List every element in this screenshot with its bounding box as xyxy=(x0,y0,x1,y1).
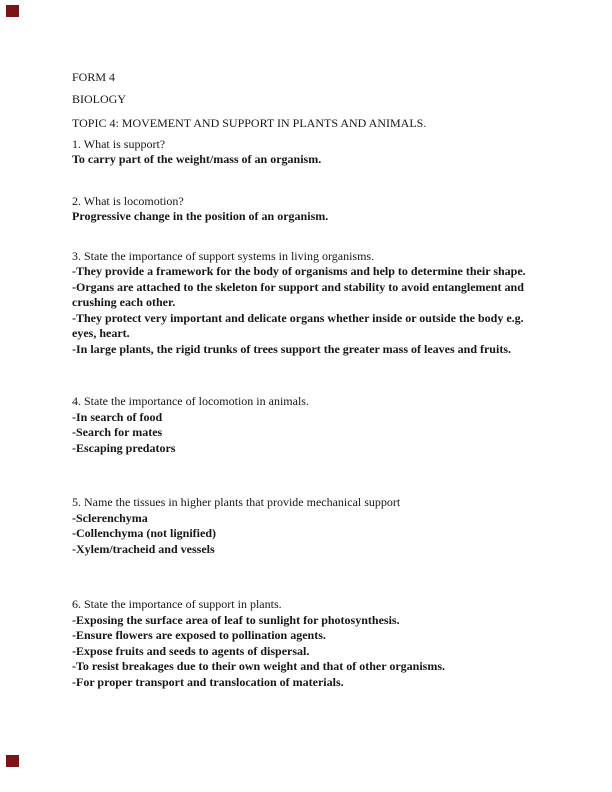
answer-text: -In search of food xyxy=(72,409,163,424)
answer-text: -To resist breakages due to their own weight and that of other organisms. xyxy=(72,659,446,673)
qa-section-1 xyxy=(72,137,534,168)
topic-title: TOPIC 4: MOVEMENT AND SUPPORT IN PLANTS AND ANIMALS. xyxy=(72,115,427,130)
corner-mark-bottom-left xyxy=(6,755,19,767)
document-content xyxy=(72,70,534,690)
qa-section-4 xyxy=(72,394,534,456)
corner-mark-top-left xyxy=(6,5,19,17)
answer-text: -For proper transport and translocation of materials. xyxy=(72,674,344,689)
form-heading: FORM 4 xyxy=(72,70,116,84)
answer-text: -They provide a framework for the body of organisms and help to determine their shape. xyxy=(72,264,526,278)
answer-text: -Organs are attached to the skeleton for support and stability to avoid entanglement and crushing each other. xyxy=(72,279,524,309)
question-text: 2. What is locomotion? xyxy=(72,193,184,208)
qa-section-5 xyxy=(72,495,534,557)
answer-text: -Ensure flowers are exposed to pollination agents. xyxy=(72,628,326,642)
qa-section-3 xyxy=(72,249,534,358)
answer-text: -Escaping predators xyxy=(72,440,176,455)
qa-section-6 xyxy=(72,597,534,690)
answer-text: -They protect very important and delicate organs whether inside or outside the body e.g. eyes, heart. xyxy=(72,310,524,340)
answer-text: Progressive change in the position of an organism. xyxy=(72,209,329,223)
question-text: 5. Name the tissues in higher plants that provide mechanical support xyxy=(72,495,401,509)
answer-text: -Xylem/tracheid and vessels xyxy=(72,541,215,556)
answer-text: -Search for mates xyxy=(72,425,163,439)
subject-heading: BIOLOGY xyxy=(72,92,126,106)
question-text: 4. State the importance of locomotion in animals. xyxy=(72,394,309,408)
answer-text: -Sclerenchyma xyxy=(72,510,148,525)
question-text: 6. State the importance of support in plants. xyxy=(72,597,282,611)
answer-text: -In large plants, the rigid trunks of trees support the greater mass of leaves and fruits. xyxy=(72,341,511,356)
answer-text: -Exposing the surface area of leaf to sunlight for photosynthesis. xyxy=(72,612,400,627)
answer-text: To carry part of the weight/mass of an organism. xyxy=(72,152,322,166)
answer-text: -Expose fruits and seeds to agents of dispersal. xyxy=(72,643,310,658)
question-text: 3. State the importance of support systems in living organisms. xyxy=(72,248,375,263)
qa-section-2 xyxy=(72,194,534,225)
question-text: 1. What is support? xyxy=(72,136,166,151)
answer-text: -Collenchyma (not lignified) xyxy=(72,526,216,540)
